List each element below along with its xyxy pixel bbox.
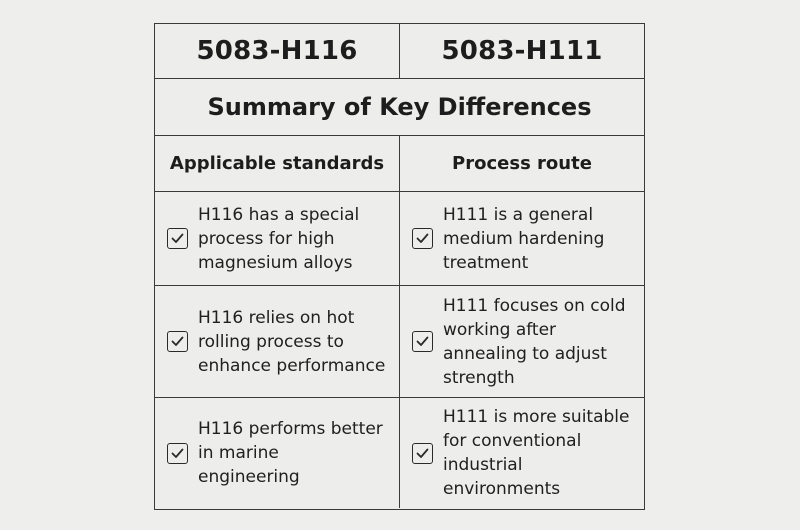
text-line: H111 focuses on cold <box>443 295 626 316</box>
text-line: industrial environments <box>443 455 561 499</box>
text-line: engineering <box>198 467 300 487</box>
row3-left-text <box>198 417 383 489</box>
row1-left-text <box>198 203 359 275</box>
text-line: H111 is more suitable <box>443 407 630 427</box>
subheader-cell-process <box>400 136 644 191</box>
row3-right-text <box>443 405 640 501</box>
text-line: process for high <box>198 228 335 249</box>
title-cell <box>155 79 644 135</box>
header-cell-h111 <box>400 24 644 78</box>
text-line: working after <box>443 319 557 340</box>
row1-left-cell <box>155 192 400 285</box>
text-line: H116 performs better <box>198 419 383 439</box>
text-line: treatment <box>443 252 529 273</box>
subheader-standards: Applicable standards <box>169 153 385 174</box>
checkbox-checked-icon <box>167 443 188 464</box>
table-title: Summary of Key Differences <box>207 93 592 121</box>
text-line: strength <box>443 367 515 388</box>
row2-left-cell <box>155 286 400 397</box>
row2-left-text <box>198 306 385 378</box>
checkbox-checked-icon <box>412 228 433 249</box>
row2-right-cell <box>400 286 644 397</box>
title-row <box>155 79 644 136</box>
comparison-table <box>154 23 645 510</box>
text-line: in marine <box>198 443 279 463</box>
table-row <box>155 398 644 508</box>
row2-right-text <box>443 294 626 390</box>
text-line: H116 relies on hot <box>198 307 355 328</box>
subheader-cell-standards <box>155 136 400 191</box>
text-line: rolling process to <box>198 331 344 352</box>
table-row <box>155 286 644 398</box>
header-h111: 5083-H111 <box>441 36 603 66</box>
header-row <box>155 24 644 79</box>
checkbox-checked-icon <box>412 331 433 352</box>
text-line: H116 has a special <box>198 204 360 225</box>
checkbox-checked-icon <box>167 228 188 249</box>
checkbox-checked-icon <box>412 443 433 464</box>
subheader-process: Process route <box>452 153 592 174</box>
text-line: medium hardening <box>443 228 605 249</box>
text-line: magnesium alloys <box>198 252 353 273</box>
row3-left-cell <box>155 398 400 508</box>
header-h116: 5083-H116 <box>196 36 358 66</box>
row1-right-cell <box>400 192 644 285</box>
text-line: for conventional <box>443 431 582 451</box>
row1-right-text <box>443 203 604 275</box>
row3-right-cell <box>400 398 644 508</box>
text-line: enhance performance <box>198 355 386 376</box>
text-line: annealing to adjust <box>443 343 607 364</box>
checkbox-checked-icon <box>167 331 188 352</box>
text-line: H111 is a general <box>443 204 594 225</box>
header-cell-h116 <box>155 24 400 78</box>
table-row <box>155 192 644 286</box>
subheader-row <box>155 136 644 192</box>
